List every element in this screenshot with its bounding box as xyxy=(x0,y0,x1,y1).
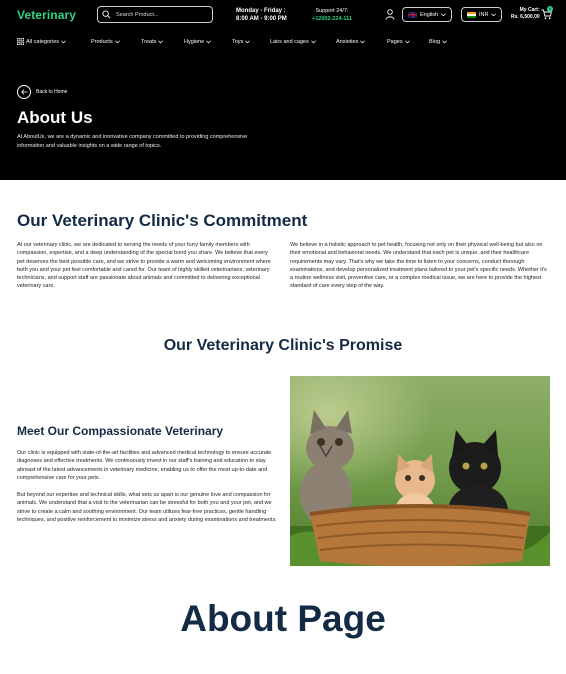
nav-label: Products xyxy=(91,38,113,45)
back-button[interactable] xyxy=(17,85,31,99)
support-label: Support 24/7: xyxy=(315,8,349,14)
meet-heading: Meet Our Compassionate Veterinary xyxy=(17,424,224,438)
nav-label: Treats xyxy=(141,38,157,45)
nav-all-categories[interactable] xyxy=(17,38,91,45)
hero-description: At AboutUs, we are a dynamic and innovative company committed to providing comprehensive information and valuable insights on a wide range of topics. xyxy=(17,134,248,149)
nav-lairs-and-cages[interactable] xyxy=(270,38,336,45)
search-icon xyxy=(102,10,111,19)
grid-icon xyxy=(17,38,24,45)
hours-days: Monday - Friday : xyxy=(236,8,286,14)
chevron-down-icon xyxy=(441,13,446,17)
nav-label: All categories xyxy=(26,38,60,45)
chevron-down-icon xyxy=(206,40,211,44)
language-label: English xyxy=(420,11,439,18)
cart-label: My Cart: xyxy=(519,7,540,13)
opening-hours xyxy=(236,7,287,23)
nav-label: Lairs and cages xyxy=(270,38,309,45)
commitment-heading: Our Veterinary Clinic's Commitment xyxy=(17,211,308,230)
page-title: About Us xyxy=(17,108,93,127)
nav-label: Anxieties xyxy=(336,38,359,45)
chevron-down-icon xyxy=(442,40,447,44)
promise-heading: Our Veterinary Clinic's Promise xyxy=(163,337,403,354)
commitment-text-left: At our veterinary clinic, we are dedicated to serving the needs of your furry family members with compassion, expertise, and a deep understanding of the special bond you share. We believe that every pet deserves the best possible care, and we strive to provide a warm and welcoming environment where both you and your pet feel comfortable and cared for. Our team of highly skilled veterinarians, veterinary technicians, and support staff are passionate about animals and committed to delivering exceptional veterinary care. xyxy=(17,242,271,290)
nav-label: Blog xyxy=(429,38,441,45)
language-select[interactable] xyxy=(402,7,452,22)
support-info xyxy=(312,7,352,23)
chevron-down-icon xyxy=(115,40,120,44)
main-nav xyxy=(17,38,459,45)
commitment-text-right: We believe in a holistic approach to pet health, focusing not only on their physical well-being but also on their emotional and behavioral needs. We understand that each pet is unique, and their healthcare requirements may vary. That's why we take the time to listen to your concerns, conduct thorough examinations, and develop personalized treatment plans tailored to your pet's specific needs. Whether it's a routine wellness visit, preventive care, or a complex medical issue, we are here to provide the highest standard of care every step of the way. xyxy=(290,242,547,290)
currency-label: INR xyxy=(479,11,489,18)
hero-section xyxy=(0,0,566,180)
back-to-home-link[interactable]: Back to Home xyxy=(36,89,68,95)
chevron-down-icon xyxy=(61,40,66,44)
support-number[interactable]: +12002-224-111 xyxy=(312,16,352,22)
cart-total: Rs. 6,500.00 xyxy=(511,14,540,20)
meet-paragraph-1: Our clinic is equipped with state-of-the-art facilities and advanced medical technology to ensure accurate diagnoses and effective treatments. We continuously invest in our staff's training and education to stay abreast of the latest advancements in veterinary medicine, enabling us to offer the most up-to-date and comprehensive care for your pets. xyxy=(17,450,272,481)
currency-select[interactable] xyxy=(461,7,502,22)
chevron-down-icon xyxy=(405,40,410,44)
chevron-down-icon xyxy=(245,40,250,44)
site-logo[interactable]: Veterinary xyxy=(17,8,77,22)
nav-anxieties[interactable] xyxy=(336,38,387,45)
india-flag-icon xyxy=(467,12,476,18)
nav-products[interactable] xyxy=(91,38,141,45)
chevron-down-icon xyxy=(158,40,163,44)
nav-label: Hygiene xyxy=(184,38,205,45)
nav-label: Pages xyxy=(387,38,403,45)
nav-blog[interactable] xyxy=(429,38,459,45)
cart-count-badge: 0 xyxy=(548,6,552,11)
chevron-down-icon xyxy=(360,40,365,44)
nav-hygiene[interactable] xyxy=(184,38,232,45)
chevron-down-icon xyxy=(311,40,316,44)
nav-toys[interactable] xyxy=(232,38,270,45)
search-placeholder: Search Product... xyxy=(116,11,159,18)
uk-flag-icon xyxy=(408,12,417,18)
user-icon[interactable] xyxy=(385,9,395,20)
search-input[interactable] xyxy=(97,6,213,23)
kittens-in-basket-image xyxy=(290,376,550,566)
nav-pages[interactable] xyxy=(387,38,429,45)
nav-treats[interactable] xyxy=(141,38,184,45)
hours-time: 8:00 AM - 9:00 PM xyxy=(236,16,287,22)
nav-label: Toys xyxy=(232,38,244,45)
arrow-left-icon xyxy=(21,89,28,95)
about-page-banner-title: About Page xyxy=(180,598,386,639)
chevron-down-icon xyxy=(491,13,496,17)
meet-paragraph-2: But beyond our expertise and technical skills, what sets us apart is our genuine love and compassion for animals. We understand that a visit to the veterinarian can be stressful for both you and your pet, and we strive to create a calm and soothing environment. Our team utilizes fear-free practices, gentle handling techniques, and positive reinforcement to minimize stress and anxiety during examinations and treatments. xyxy=(17,492,277,523)
cart-summary[interactable] xyxy=(511,7,540,21)
